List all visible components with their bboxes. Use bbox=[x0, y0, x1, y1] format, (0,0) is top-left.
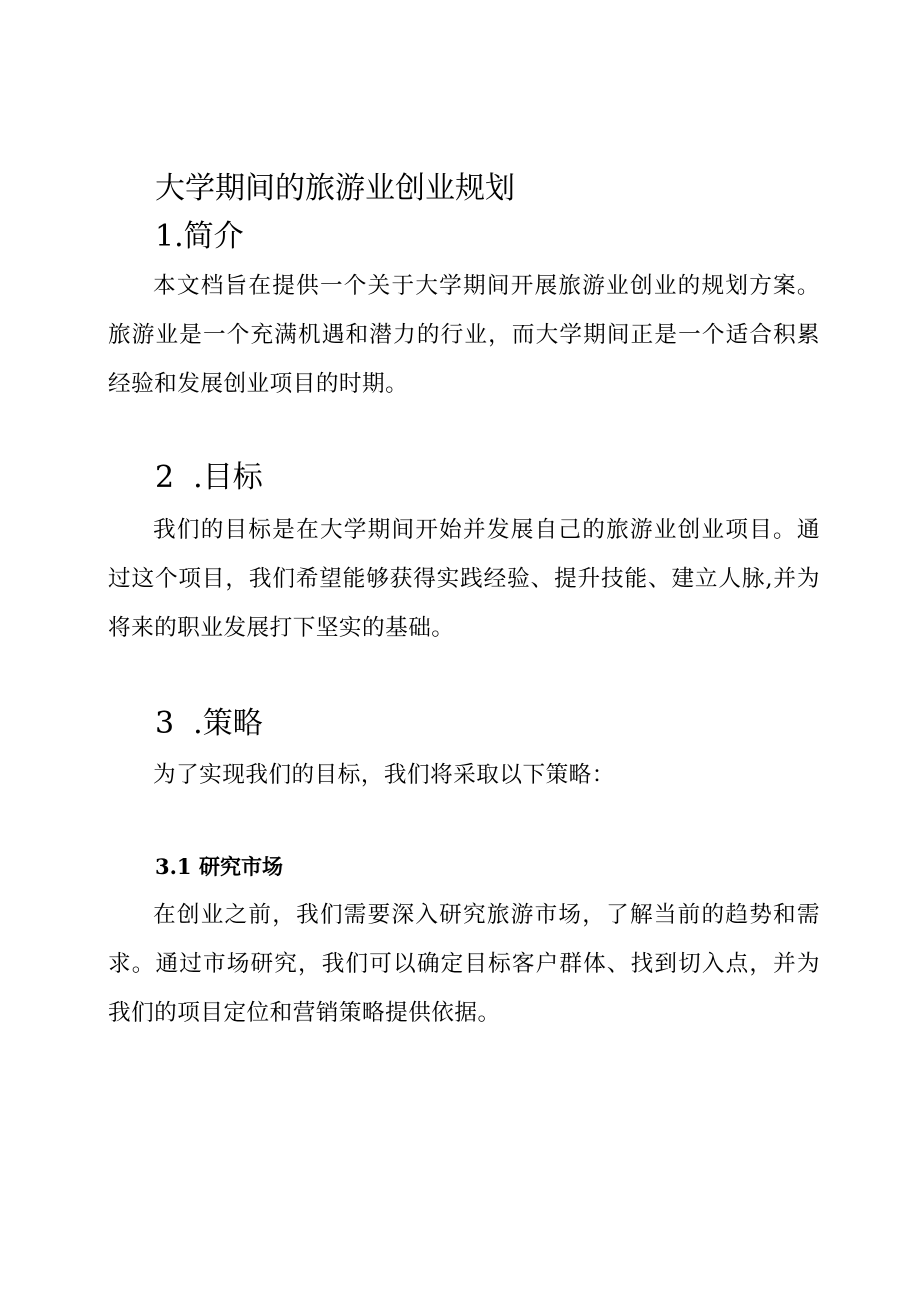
section-number: 1. bbox=[155, 219, 184, 254]
section-heading-goals bbox=[155, 458, 263, 498]
section-heading-text: 简介 bbox=[183, 219, 244, 254]
section-number: 3 . bbox=[155, 706, 203, 741]
section-heading-intro bbox=[155, 217, 244, 257]
section-heading-text: 策略 bbox=[202, 706, 263, 741]
strategy-paragraph: 为了实现我们的目标，我们将采取以下策略： bbox=[153, 762, 615, 788]
market-paragraph: 在创业之前，我们需要深入研究旅游市场，了解当前的趋势和需求。通过市场研究，我们可以确定目标客户群体、找到切入点，并为我们的项目定位和营销策略提供依据。 bbox=[108, 902, 820, 1026]
section-heading-text: 目标 bbox=[202, 460, 263, 495]
goals-paragraph: 我们的目标是在大学期间开始并发展自己的旅游业创业项目。通过这个项目，我们希望能够获得实践经验、提升技能、建立人脉,并为将来的职业发展打下坚实的基础。 bbox=[108, 517, 820, 641]
section-number: 2 . bbox=[155, 460, 203, 495]
subsection-heading-market bbox=[155, 852, 283, 882]
section-heading-strategy bbox=[155, 704, 263, 744]
subsection-heading-text: 研究市场 bbox=[199, 855, 283, 879]
subsection-number: 3.1 bbox=[155, 854, 192, 879]
document-title: 大学期间的旅游业创业规划 bbox=[155, 171, 515, 206]
intro-paragraph: 本文档旨在提供一个关于大学期间开展旅游业创业的规划方案。旅游业是一个充满机遇和潜力的行业，而大学期间正是一个适合积累经验和发展创业项目的时期。 bbox=[108, 273, 820, 397]
